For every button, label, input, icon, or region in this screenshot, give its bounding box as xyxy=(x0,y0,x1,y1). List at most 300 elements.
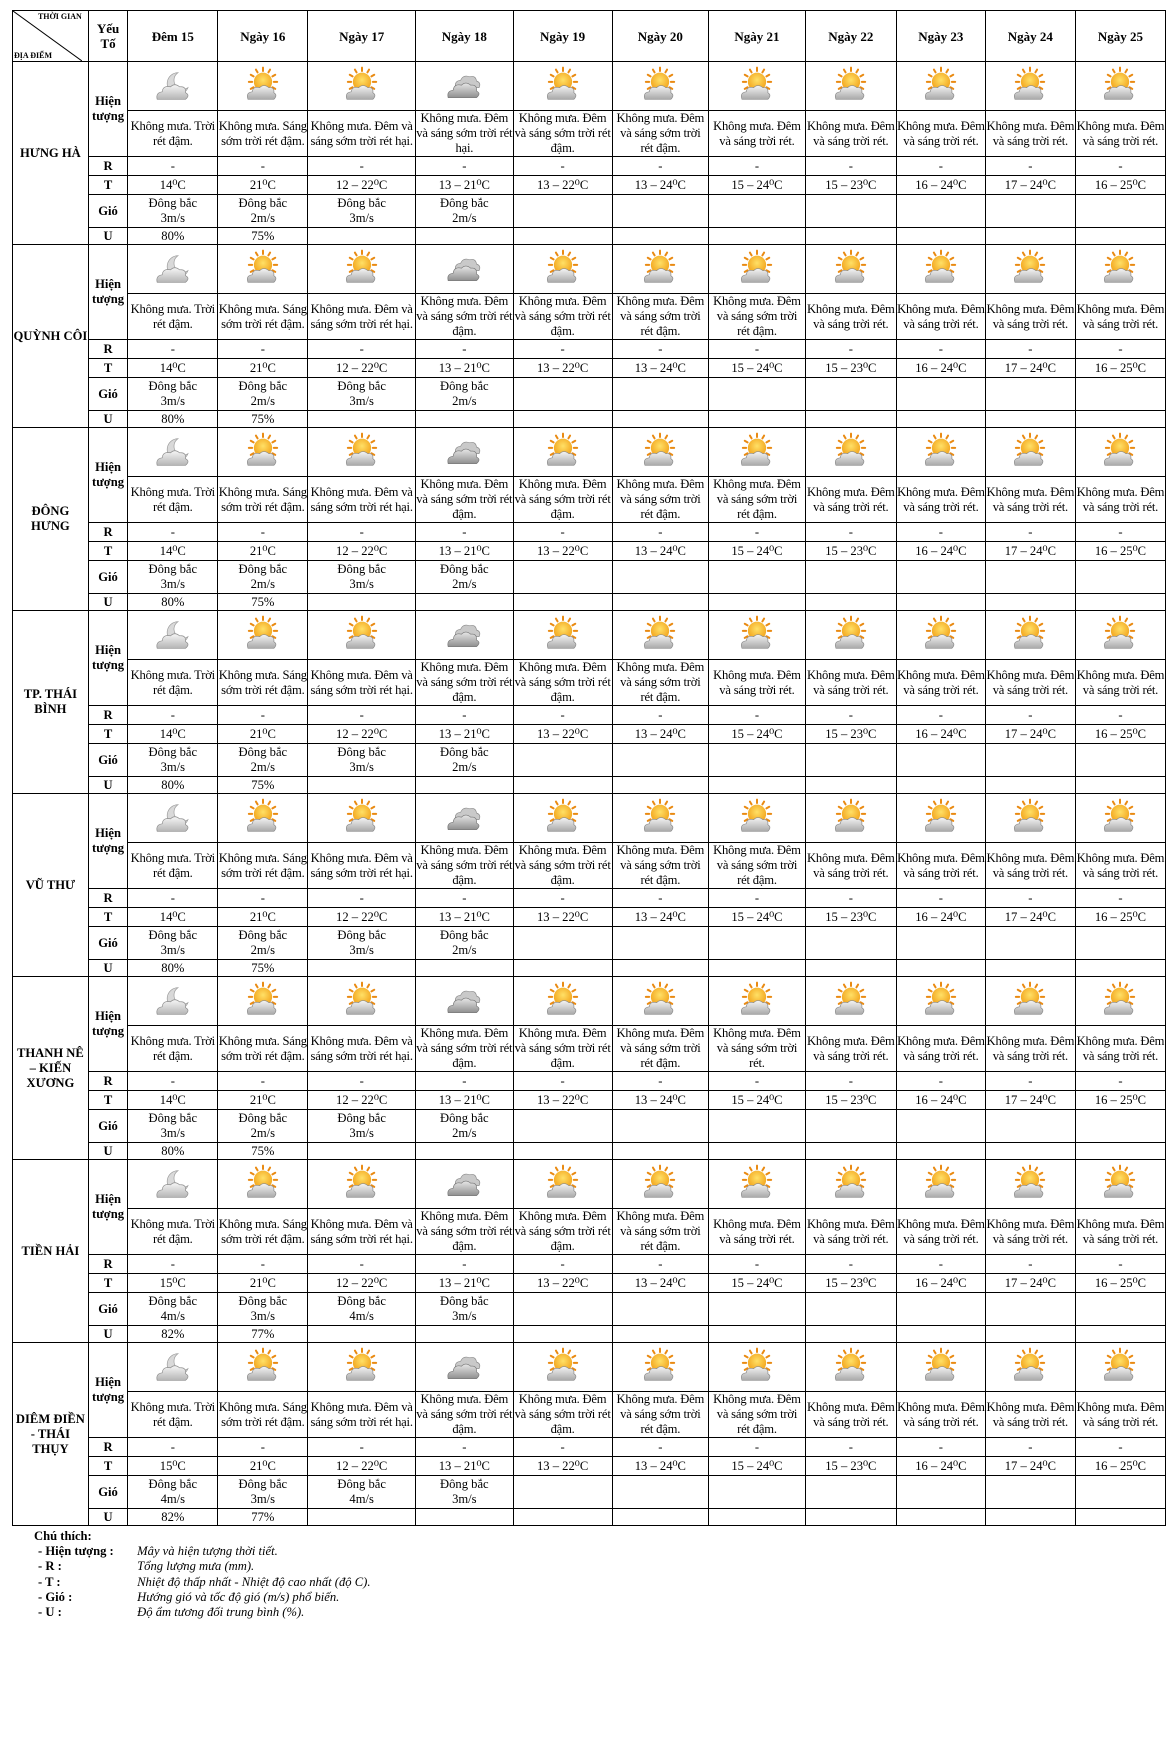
temperature-value: 16 – 24⁰C xyxy=(896,542,985,561)
wind-value xyxy=(218,1293,308,1326)
temperature-value: 13 – 22⁰C xyxy=(513,176,612,195)
humidity-value xyxy=(896,1143,985,1160)
rain-value: - xyxy=(1075,340,1165,359)
sun-cloud-icon xyxy=(612,428,709,477)
temperature-value: 17 – 24⁰C xyxy=(985,542,1075,561)
weather-description: Không mưa. Đêm và sáng trời rét. xyxy=(896,294,985,340)
wind-label: Gió xyxy=(88,744,128,777)
temperature-row xyxy=(13,542,1166,561)
sun-cloud-icon xyxy=(612,1343,709,1392)
wind-value xyxy=(985,561,1075,594)
wind-value xyxy=(805,561,896,594)
humidity-label: U xyxy=(88,960,128,977)
wind-value xyxy=(128,378,218,411)
rain-value: - xyxy=(985,889,1075,908)
description-row xyxy=(13,1026,1166,1072)
wind-value xyxy=(128,195,218,228)
humidity-value xyxy=(415,228,513,245)
wind-speed: 3m/s xyxy=(349,577,374,591)
wind-value xyxy=(612,195,709,228)
temperature-value: 15 – 23⁰C xyxy=(805,176,896,195)
sun-cloud-icon xyxy=(513,611,612,660)
temperature-value: 12 – 22⁰C xyxy=(308,359,416,378)
sun-cloud-icon xyxy=(805,245,896,294)
weather-description: Không mưa. Đêm và sáng trời rét. xyxy=(985,1392,1075,1438)
temperature-value: 13 – 21⁰C xyxy=(415,1457,513,1476)
humidity-value: 80% xyxy=(128,960,218,977)
phenomenon-label: Hiện tượng xyxy=(88,1160,128,1255)
rain-value: - xyxy=(709,1255,806,1274)
weather-description: Không mưa. Đêm và sáng trời rét. xyxy=(1075,1026,1165,1072)
legend-row xyxy=(38,1575,1166,1590)
weather-description: Không mưa. Đêm và sáng sớm trời rét đậm. xyxy=(612,477,709,523)
wind-direction: Đông bắc xyxy=(148,1477,198,1491)
wind-value xyxy=(218,1476,308,1509)
night-cloud-icon xyxy=(128,794,218,843)
rain-value: - xyxy=(985,340,1075,359)
legend-key: - Hiện tượng : xyxy=(38,1544,114,1559)
sun-cloud-icon xyxy=(218,794,308,843)
rain-value: - xyxy=(218,1255,308,1274)
rain-label: R xyxy=(88,157,128,176)
temperature-value: 13 – 21⁰C xyxy=(415,725,513,744)
humidity-value: 80% xyxy=(128,1143,218,1160)
cloud-icon xyxy=(415,245,513,294)
sun-cloud-icon xyxy=(985,794,1075,843)
weather-description: Không mưa. Đêm và sáng sớm trời rét đậm. xyxy=(709,294,806,340)
weather-description: Không mưa. Đêm và sáng sớm trời rét hại. xyxy=(416,111,513,155)
humidity-row xyxy=(13,228,1166,245)
rain-value: - xyxy=(612,1072,709,1091)
sun-cloud-icon xyxy=(896,977,985,1026)
temperature-value: 14⁰C xyxy=(128,725,218,744)
wind-speed: 2m/s xyxy=(452,1126,477,1140)
weather-description: Không mưa. Đêm và sáng trời rét. xyxy=(805,294,896,340)
wind-value xyxy=(896,378,985,411)
temperature-value: 16 – 25⁰C xyxy=(1075,542,1165,561)
sun-cloud-icon xyxy=(612,794,709,843)
wind-value xyxy=(218,561,308,594)
rain-label: R xyxy=(88,340,128,359)
weather-description: Không mưa. Đêm và sáng sớm trời rét đậm. xyxy=(514,294,611,338)
temperature-value: 13 – 24⁰C xyxy=(612,176,709,195)
wind-speed: 3m/s xyxy=(160,760,186,774)
location-name: QUỲNH CÔI xyxy=(13,245,89,428)
wind-value xyxy=(805,1110,896,1143)
humidity-value xyxy=(415,1143,513,1160)
rain-value: - xyxy=(612,157,709,176)
sun-cloud-icon xyxy=(709,611,806,660)
humidity-value xyxy=(709,1509,806,1526)
wind-value xyxy=(805,744,896,777)
wind-label: Gió xyxy=(88,561,128,594)
temperature-value: 13 – 22⁰C xyxy=(513,725,612,744)
rain-value: - xyxy=(308,889,416,908)
wind-value xyxy=(513,195,612,228)
wind-value xyxy=(709,1476,806,1509)
humidity-value xyxy=(513,594,612,611)
rain-value: - xyxy=(513,340,612,359)
rain-value: - xyxy=(1075,157,1165,176)
rain-value: - xyxy=(896,523,985,542)
humidity-value xyxy=(415,411,513,428)
wind-value xyxy=(805,195,896,228)
sun-cloud-icon xyxy=(1075,62,1165,111)
rain-value: - xyxy=(308,157,416,176)
day-header: Ngày 19 xyxy=(513,11,612,62)
humidity-label: U xyxy=(88,411,128,428)
wind-value xyxy=(612,927,709,960)
weather-description: Không mưa. Đêm và sáng sớm trời rét đậm. xyxy=(709,477,806,523)
humidity-value xyxy=(308,960,416,977)
icon-row xyxy=(13,1343,1166,1392)
sun-cloud-icon xyxy=(218,62,308,111)
rain-value: - xyxy=(896,157,985,176)
humidity-value: 75% xyxy=(218,1143,308,1160)
temperature-value: 13 – 24⁰C xyxy=(612,359,709,378)
legend xyxy=(12,1529,1166,1620)
humidity-value xyxy=(985,1326,1075,1343)
rain-value: - xyxy=(1075,1255,1165,1274)
wind-value xyxy=(709,1293,806,1326)
temperature-value: 16 – 24⁰C xyxy=(896,1274,985,1293)
wind-value xyxy=(612,744,709,777)
icon-row xyxy=(13,611,1166,660)
phenomenon-label: Hiện tượng xyxy=(88,428,128,523)
humidity-value xyxy=(1075,777,1165,794)
humidity-value xyxy=(415,1326,513,1343)
wind-value xyxy=(709,744,806,777)
wind-value xyxy=(805,1476,896,1509)
weather-description: Không mưa. Đêm và sáng sớm trời rét đậm. xyxy=(514,477,611,521)
rain-value: - xyxy=(218,889,308,908)
weather-description: Không mưa. Đêm và sáng sớm trời rét đậm. xyxy=(709,843,806,889)
humidity-label: U xyxy=(88,1143,128,1160)
humidity-value xyxy=(896,777,985,794)
humidity-value xyxy=(985,1509,1075,1526)
rain-value: - xyxy=(128,1255,218,1274)
weather-description: Không mưa. Đêm và sáng sớm trời rét hại. xyxy=(308,477,416,523)
phenomenon-label: Hiện tượng xyxy=(88,977,128,1072)
humidity-value xyxy=(1075,411,1165,428)
sun-cloud-icon xyxy=(805,428,896,477)
rain-value: - xyxy=(1075,1438,1165,1457)
weather-description: Không mưa. Đêm và sáng sớm trời rét đậm. xyxy=(416,1209,513,1253)
wind-speed: 2m/s xyxy=(452,760,477,774)
rain-value: - xyxy=(513,157,612,176)
legend-key: - U : xyxy=(38,1605,62,1620)
humidity-value xyxy=(1075,1326,1165,1343)
humidity-value xyxy=(985,411,1075,428)
wind-value xyxy=(896,927,985,960)
rain-row xyxy=(13,706,1166,725)
sun-cloud-icon xyxy=(805,611,896,660)
temperature-row xyxy=(13,908,1166,927)
temperature-row xyxy=(13,359,1166,378)
humidity-value xyxy=(308,228,416,245)
weather-description: Không mưa. Đêm và sáng trời rét. xyxy=(896,1392,985,1438)
temperature-value: 13 – 21⁰C xyxy=(415,1091,513,1110)
weather-description: Không mưa. Sáng sớm trời rét đậm. xyxy=(218,1392,308,1438)
wind-value xyxy=(1075,1110,1165,1143)
temperature-value: 15 – 23⁰C xyxy=(805,908,896,927)
temperature-value: 16 – 25⁰C xyxy=(1075,359,1165,378)
weather-description: Không mưa. Đêm và sáng trời rét. xyxy=(1075,1209,1165,1255)
temperature-value: 15 – 23⁰C xyxy=(805,1457,896,1476)
night-cloud-icon xyxy=(128,245,218,294)
rain-value: - xyxy=(896,706,985,725)
wind-label: Gió xyxy=(88,1476,128,1509)
wind-value xyxy=(709,1110,806,1143)
wind-value xyxy=(308,744,416,777)
sun-cloud-icon xyxy=(1075,428,1165,477)
day-header: Ngày 16 xyxy=(218,11,308,62)
humidity-value xyxy=(308,777,416,794)
temperature-value: 15 – 24⁰C xyxy=(709,1274,806,1293)
rain-value: - xyxy=(308,1072,416,1091)
temperature-label: T xyxy=(88,1091,128,1110)
weather-description: Không mưa. Đêm và sáng sớm trời rét đậm. xyxy=(612,1392,709,1438)
forecast-table xyxy=(12,10,1166,1526)
wind-direction: Đông bắc xyxy=(440,745,489,759)
temperature-row xyxy=(13,725,1166,744)
sun-cloud-icon xyxy=(985,1343,1075,1392)
wind-value xyxy=(218,927,308,960)
rain-value: - xyxy=(218,523,308,542)
rain-value: - xyxy=(415,706,513,725)
wind-value xyxy=(128,1110,218,1143)
humidity-value xyxy=(805,228,896,245)
sun-cloud-icon xyxy=(805,1160,896,1209)
sun-cloud-icon xyxy=(805,977,896,1026)
weather-description: Không mưa. Đêm và sáng trời rét. xyxy=(896,660,985,706)
humidity-row xyxy=(13,1326,1166,1343)
temperature-value: 16 – 25⁰C xyxy=(1075,1274,1165,1293)
weather-description: Không mưa. Đêm và sáng sớm trời rét đậm. xyxy=(612,660,709,706)
rain-value: - xyxy=(1075,1072,1165,1091)
phenomenon-label: Hiện tượng xyxy=(88,794,128,889)
rain-value: - xyxy=(805,1255,896,1274)
weather-description: Không mưa. Sáng sớm trời rét đậm. xyxy=(218,477,308,523)
weather-description: Không mưa. Đêm và sáng trời rét. xyxy=(896,477,985,523)
wind-speed: 3m/s xyxy=(160,394,186,408)
wind-value xyxy=(1075,195,1165,228)
sun-cloud-icon xyxy=(513,1343,612,1392)
humidity-value: 80% xyxy=(128,777,218,794)
humidity-value: 75% xyxy=(218,594,308,611)
corner-time-label: THỜI GIAN xyxy=(37,12,82,21)
weather-description: Không mưa. Đêm và sáng trời rét. xyxy=(985,660,1075,706)
day-header: Ngày 25 xyxy=(1075,11,1165,62)
humidity-value: 77% xyxy=(218,1326,308,1343)
sun-cloud-icon xyxy=(896,245,985,294)
wind-value xyxy=(612,378,709,411)
wind-direction: Đông bắc xyxy=(440,1111,489,1125)
temperature-value: 12 – 22⁰C xyxy=(308,542,416,561)
weather-description: Không mưa. Đêm và sáng trời rét. xyxy=(805,1026,896,1072)
sun-cloud-icon xyxy=(1075,977,1165,1026)
rain-value: - xyxy=(415,523,513,542)
weather-description: Không mưa. Đêm và sáng trời rét. xyxy=(896,1209,985,1255)
temperature-value: 13 – 22⁰C xyxy=(513,542,612,561)
day-header: Ngày 18 xyxy=(415,11,513,62)
weather-description: Không mưa. Đêm và sáng sớm trời rét. xyxy=(709,1026,806,1072)
legend-row xyxy=(38,1605,1166,1620)
sun-cloud-icon xyxy=(985,245,1075,294)
humidity-value xyxy=(415,1509,513,1526)
temperature-value: 16 – 25⁰C xyxy=(1075,725,1165,744)
humidity-value xyxy=(513,960,612,977)
wind-direction: Đông bắc xyxy=(148,379,198,393)
rain-value: - xyxy=(805,889,896,908)
wind-direction: Đông bắc xyxy=(440,379,489,393)
weather-description: Không mưa. Đêm và sáng trời rét. xyxy=(709,660,806,706)
sun-cloud-icon xyxy=(896,1343,985,1392)
rain-row xyxy=(13,157,1166,176)
wind-direction: Đông bắc xyxy=(238,745,288,759)
rain-value: - xyxy=(612,523,709,542)
temperature-value: 16 – 25⁰C xyxy=(1075,1091,1165,1110)
rain-value: - xyxy=(612,340,709,359)
humidity-value xyxy=(805,1143,896,1160)
temperature-value: 16 – 24⁰C xyxy=(896,1091,985,1110)
weather-description: Không mưa. Đêm và sáng sớm trời rét đậm. xyxy=(416,843,513,887)
wind-row xyxy=(13,195,1166,228)
location-name: HƯNG HÀ xyxy=(13,62,89,245)
temperature-value: 13 – 24⁰C xyxy=(612,908,709,927)
wind-direction: Đông bắc xyxy=(337,1294,386,1308)
weather-description: Không mưa. Đêm và sáng sớm trời rét đậm. xyxy=(709,1392,806,1438)
weather-description: Không mưa. Đêm và sáng sớm trời rét đậm. xyxy=(612,843,709,889)
icon-row xyxy=(13,977,1166,1026)
humidity-value xyxy=(513,1143,612,1160)
temperature-value: 12 – 22⁰C xyxy=(308,1274,416,1293)
sun-cloud-icon xyxy=(805,62,896,111)
weather-description: Không mưa. Đêm và sáng trời rét. xyxy=(985,477,1075,523)
wind-speed: 2m/s xyxy=(250,577,276,591)
description-row xyxy=(13,1392,1166,1438)
rain-value: - xyxy=(513,1072,612,1091)
wind-value xyxy=(896,1476,985,1509)
cloud-icon xyxy=(415,794,513,843)
wind-row xyxy=(13,378,1166,411)
wind-value xyxy=(218,1110,308,1143)
wind-direction: Đông bắc xyxy=(238,1294,288,1308)
sun-cloud-icon xyxy=(896,611,985,660)
legend-row xyxy=(38,1590,1166,1605)
weather-description: Không mưa. Đêm và sáng trời rét. xyxy=(985,1026,1075,1072)
legend-key: - T : xyxy=(38,1574,61,1589)
wind-direction: Đông bắc xyxy=(337,1111,386,1125)
weather-description: Không mưa. Đêm và sáng sớm trời rét đậm. xyxy=(416,1026,513,1070)
day-header: Đêm 15 xyxy=(128,11,218,62)
wind-value xyxy=(896,561,985,594)
rain-value: - xyxy=(415,340,513,359)
weather-description: Không mưa. Đêm và sáng sớm trời rét đậm. xyxy=(514,1026,611,1070)
temperature-value: 13 – 22⁰C xyxy=(513,908,612,927)
temperature-value: 13 – 22⁰C xyxy=(513,359,612,378)
wind-speed: 2m/s xyxy=(250,943,276,957)
weather-description: Không mưa. Sáng sớm trời rét đậm. xyxy=(218,843,308,889)
humidity-value xyxy=(709,1143,806,1160)
weather-description: Không mưa. Đêm và sáng trời rét. xyxy=(805,843,896,889)
sun-cloud-icon xyxy=(709,62,806,111)
humidity-row xyxy=(13,411,1166,428)
humidity-value xyxy=(513,1509,612,1526)
humidity-value: 80% xyxy=(128,228,218,245)
wind-value xyxy=(612,561,709,594)
sun-cloud-icon xyxy=(308,1343,416,1392)
humidity-value xyxy=(709,777,806,794)
sun-cloud-icon xyxy=(612,245,709,294)
sun-cloud-icon xyxy=(308,1160,416,1209)
weather-description: Không mưa. Trời rét đậm. xyxy=(128,294,218,340)
temperature-value: 15 – 24⁰C xyxy=(709,908,806,927)
rain-value: - xyxy=(612,1438,709,1457)
wind-value xyxy=(513,1110,612,1143)
wind-speed: 3m/s xyxy=(349,943,374,957)
humidity-value xyxy=(985,777,1075,794)
rain-value: - xyxy=(896,889,985,908)
humidity-value xyxy=(896,1326,985,1343)
day-header: Ngày 23 xyxy=(896,11,985,62)
icon-row xyxy=(13,428,1166,477)
rain-value: - xyxy=(1075,706,1165,725)
temperature-value: 15 – 23⁰C xyxy=(805,359,896,378)
sun-cloud-icon xyxy=(985,62,1075,111)
humidity-value xyxy=(1075,594,1165,611)
rain-value: - xyxy=(896,1438,985,1457)
humidity-value xyxy=(709,411,806,428)
temperature-row xyxy=(13,1457,1166,1476)
rain-value: - xyxy=(513,1438,612,1457)
legend-text: Hướng gió và tốc độ gió (m/s) phổ biến. xyxy=(137,1589,340,1604)
legend-key: - R : xyxy=(38,1559,62,1574)
weather-description: Không mưa. Đêm và sáng trời rét. xyxy=(805,111,896,157)
wind-direction: Đông bắc xyxy=(440,562,489,576)
wind-value xyxy=(128,561,218,594)
weather-description: Không mưa. Sáng sớm trời rét đậm. xyxy=(218,111,308,157)
rain-value: - xyxy=(128,340,218,359)
temperature-value: 13 – 21⁰C xyxy=(415,359,513,378)
weather-description: Không mưa. Đêm và sáng sớm trời rét đậm. xyxy=(514,1392,611,1436)
cloud-icon xyxy=(415,1160,513,1209)
legend-row xyxy=(38,1559,1166,1574)
humidity-value: 82% xyxy=(128,1509,218,1526)
wind-speed: 4m/s xyxy=(349,1492,374,1506)
temperature-value: 13 – 21⁰C xyxy=(415,542,513,561)
wind-value xyxy=(805,378,896,411)
humidity-value xyxy=(308,411,416,428)
wind-direction: Đông bắc xyxy=(238,1477,288,1491)
temperature-value: 17 – 24⁰C xyxy=(985,1457,1075,1476)
wind-direction: Đông bắc xyxy=(238,928,288,942)
wind-row xyxy=(13,561,1166,594)
temperature-value: 13 – 24⁰C xyxy=(612,1091,709,1110)
weather-description: Không mưa. Đêm và sáng trời rét. xyxy=(1075,111,1165,157)
temperature-value: 12 – 22⁰C xyxy=(308,1091,416,1110)
wind-value xyxy=(513,927,612,960)
sun-cloud-icon xyxy=(896,62,985,111)
weather-description: Không mưa. Đêm và sáng trời rét. xyxy=(805,1392,896,1438)
temperature-value: 16 – 24⁰C xyxy=(896,359,985,378)
wind-value xyxy=(308,378,416,411)
humidity-label: U xyxy=(88,594,128,611)
rain-label: R xyxy=(88,706,128,725)
legend-text: Độ ẩm tương đối trung bình (%). xyxy=(137,1605,305,1620)
weather-description: Không mưa. Đêm và sáng trời rét. xyxy=(709,1209,806,1255)
wind-value xyxy=(308,927,416,960)
